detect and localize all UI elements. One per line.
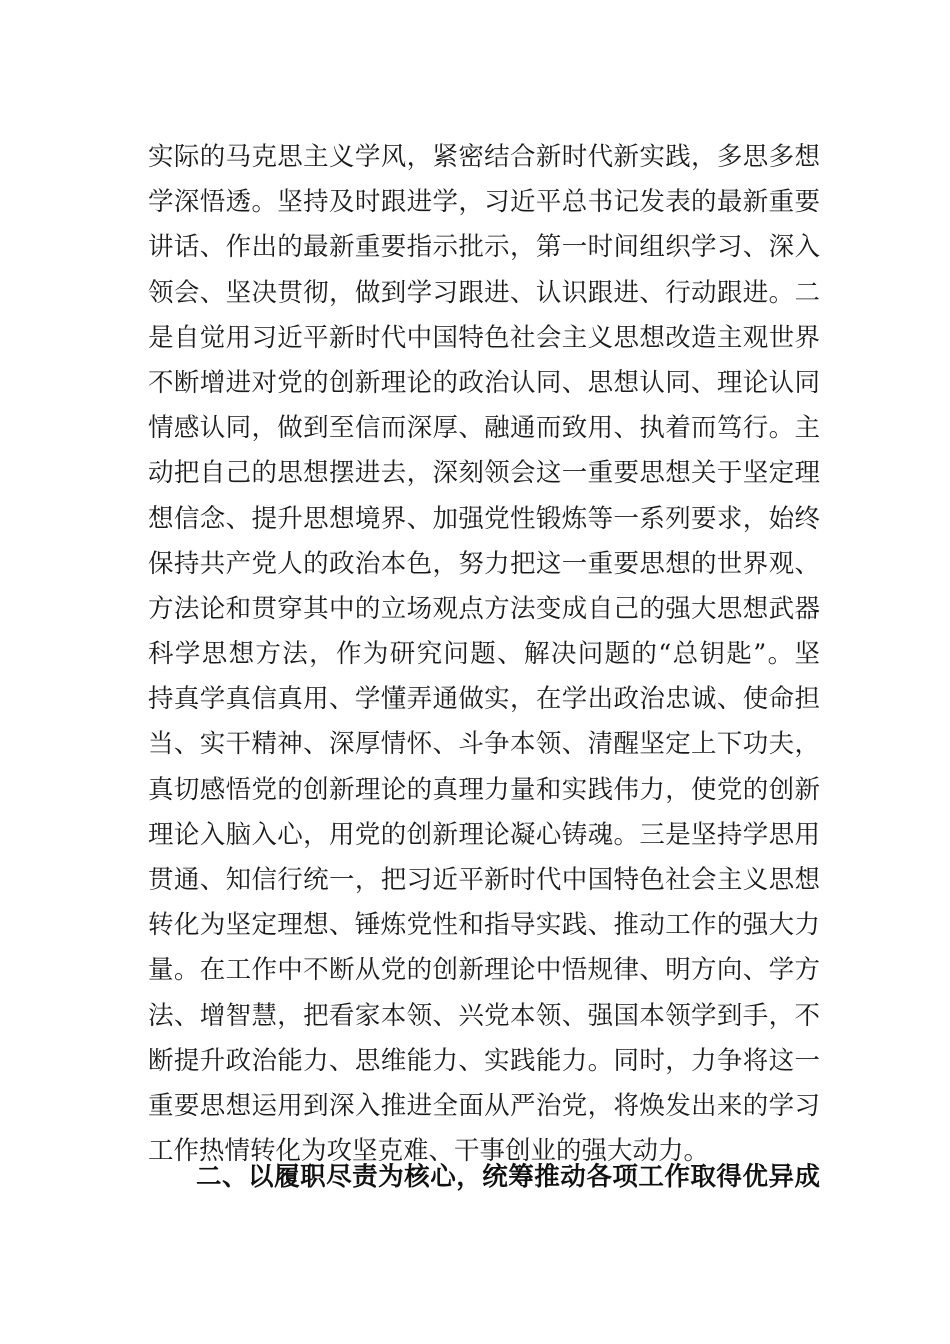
paragraph-line: 是自觉用习近平新时代中国特色社会主义思想改造主观世界 (148, 322, 820, 353)
paragraph-line: 量。在工作中不断从党的创新理论中悟规律、明方向、学方 (148, 955, 820, 986)
body-paragraph (148, 135, 820, 1174)
paragraph-line: 想信念、提升思想境界、加强党性锻炼等一系列要求，始终 (148, 503, 820, 534)
paragraph-line: 科学思想方法，作为研究问题、解决问题的“总钥匙”。坚 (148, 639, 820, 670)
paragraph-line: 方法论和贯穿其中的立场观点方法变成自己的强大思想武器 (148, 593, 820, 624)
paragraph-line: 转化为坚定理想、锤炼党性和指导实践、推动工作的强大力 (148, 910, 820, 941)
paragraph-line: 情感认同，做到至信而深厚、融通而致用、执着而笃行。主 (148, 413, 820, 444)
paragraph-line: 重要思想运用到深入推进全面从严治党，将焕发出来的学习 (148, 1090, 820, 1121)
paragraph-line: 贯通、知信行统一，把习近平新时代中国特色社会主义思想 (148, 865, 820, 895)
paragraph-line: 动把自己的思想摆进去，深刻领会这一重要思想关于坚定理 (148, 458, 820, 489)
paragraph-line: 工作热情转化为攻坚克难、干事创业的强大动力。 (148, 1136, 710, 1167)
paragraph-line: 当、实干精神、深厚情怀、斗争本领、清醒坚定上下功夫， (148, 729, 820, 760)
paragraph-line: 持真学真信真用、学懂弄通做实，在学出政治忠诚、使命担 (148, 684, 820, 715)
paragraph-line: 真切感悟党的创新理论的真理力量和实践伟力，使党的创新 (148, 774, 820, 805)
paragraph-line: 理论入脑入心，用党的创新理论凝心铸魂。三是坚持学思用 (148, 819, 820, 850)
paragraph-line: 不断增进对党的创新理论的政治认同、思想认同、理论认同 (148, 367, 820, 398)
section-heading: 二、以履职尽责为核心，统筹推动各项工作取得优异成 (196, 1162, 820, 1192)
paragraph-line: 断提升政治能力、思维能力、实践能力。同时，力争将这一 (148, 1045, 820, 1076)
paragraph-line: 实际的马克思主义学风，紧密结合新时代新实践，多思多想 (148, 142, 820, 172)
paragraph-line: 法、增智慧，把看家本领、兴党本领、强国本领学到手，不 (148, 1000, 820, 1031)
paragraph-line: 保持共产党人的政治本色，努力把这一重要思想的世界观、 (148, 548, 820, 579)
paragraph-line: 领会、坚决贯彻，做到学习跟进、认识跟进、行动跟进。二 (148, 277, 820, 308)
paragraph-line: 学深悟透。坚持及时跟进学，习近平总书记发表的最新重要 (148, 187, 820, 218)
paragraph-line: 讲话、作出的最新重要指示批示，第一时间组织学习、深入 (148, 232, 820, 263)
